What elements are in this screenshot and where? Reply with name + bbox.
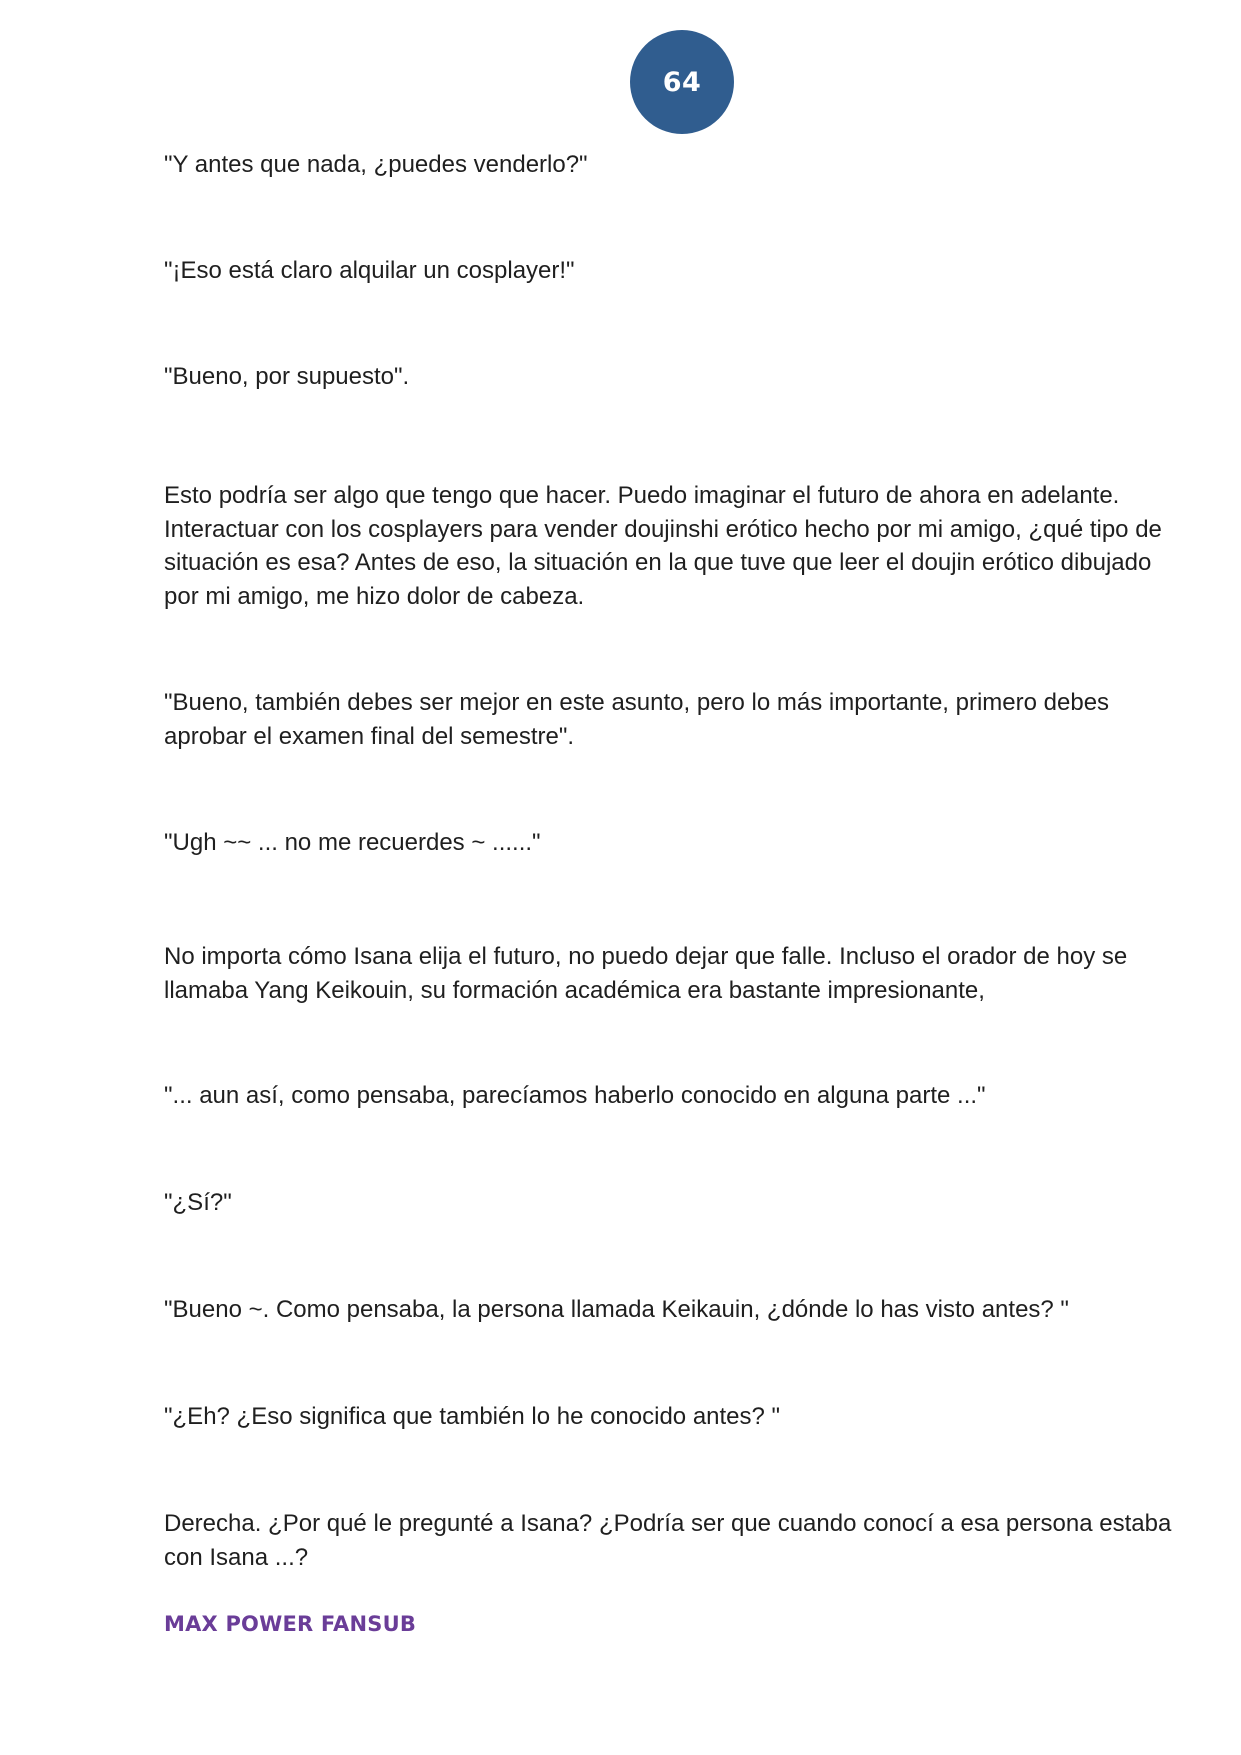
paragraph: Derecha. ¿Por qué le pregunté a Isana? ¿Podría ser que cuando conocí a esa persona estaba con Isana ...? bbox=[164, 1510, 1172, 1571]
paragraph: "Bueno, por supuesto". bbox=[164, 363, 410, 390]
paragraph: "¿Eh? ¿Eso significa que también lo he conocido antes? " bbox=[164, 1403, 781, 1430]
paragraph: "Ugh ~~ ... no me recuerdes ~ ......" bbox=[164, 829, 541, 856]
paragraph: "... aun así, como pensaba, parecíamos haberlo conocido en alguna parte ..." bbox=[164, 1082, 986, 1109]
paragraph: "Y antes que nada, ¿puedes venderlo?" bbox=[164, 151, 588, 178]
fansub-credit: MAX POWER FANSUB bbox=[164, 1612, 417, 1636]
page-number-badge bbox=[630, 30, 734, 134]
paragraph: "Bueno, también debes ser mejor en este asunto, pero lo más importante, primero debes aprobar el examen final del semestre". bbox=[164, 689, 1110, 750]
paragraph: "¿Sí?" bbox=[164, 1189, 232, 1216]
paragraph: "Bueno ~. Como pensaba, la persona llamada Keikauin, ¿dónde lo has visto antes? " bbox=[164, 1296, 1069, 1323]
paragraph: No importa cómo Isana elija el futuro, no puedo dejar que falle. Incluso el orador de hoy se llamaba Yang Keikouin, su formación académica era bastante impresionante, bbox=[164, 943, 1128, 1004]
paragraph: "¡Eso está claro alquilar un cosplayer!" bbox=[164, 257, 575, 284]
paragraph: Esto podría ser algo que tengo que hacer. Puedo imaginar el futuro de ahora en adelante. Interactuar con los cosplayers para vender doujinshi erótico hecho por mi amigo, ¿qué tipo de situación es esa? Antes de eso, la situación en la que tuve que leer el doujin erótico dibujado por mi amigo, me hizo dolor de cabeza. bbox=[164, 482, 1162, 610]
page-number: 64 bbox=[662, 66, 702, 98]
